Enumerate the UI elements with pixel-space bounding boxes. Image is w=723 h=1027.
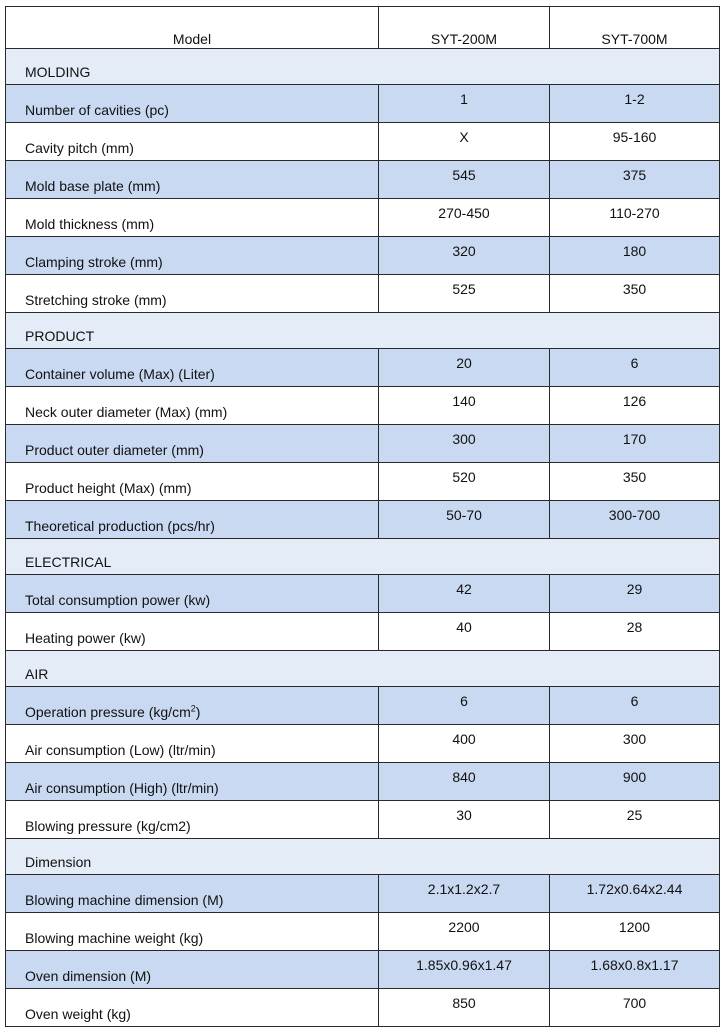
- table-row: [6, 349, 720, 387]
- spec-table: [5, 6, 720, 1027]
- value-syt-700m: 170: [550, 425, 720, 463]
- spec-table-body: [6, 7, 720, 1027]
- table-row: [6, 913, 720, 951]
- table-row: [6, 575, 720, 613]
- value-syt-200m: 1: [379, 85, 550, 123]
- section-row: [6, 839, 720, 875]
- value-syt-700m: 6: [550, 349, 720, 387]
- section-title: MOLDING: [6, 49, 720, 85]
- table-row: [6, 161, 720, 199]
- table-row: [6, 199, 720, 237]
- value-syt-700m: 900: [550, 763, 720, 801]
- value-syt-700m: 1-2: [550, 85, 720, 123]
- table-row: [6, 123, 720, 161]
- table-row: [6, 425, 720, 463]
- spec-label-tail: ): [195, 704, 201, 720]
- table-row: [6, 275, 720, 313]
- value-syt-700m: 1.68x0.8x1.17: [550, 951, 720, 989]
- spec-label: Heating power (kw): [6, 613, 379, 651]
- header-syt-200m: SYT-200M: [379, 7, 550, 49]
- value-syt-200m: 42: [379, 575, 550, 613]
- value-syt-700m: 350: [550, 463, 720, 501]
- value-syt-200m: 545: [379, 161, 550, 199]
- value-syt-200m: 6: [379, 687, 550, 725]
- spec-label: Neck outer diameter (Max) (mm): [6, 387, 379, 425]
- value-syt-200m: 20: [379, 349, 550, 387]
- table-row: [6, 951, 720, 989]
- value-syt-700m: 6: [550, 687, 720, 725]
- value-syt-700m: 25: [550, 801, 720, 839]
- section-row: [6, 49, 720, 85]
- value-syt-200m: 2200: [379, 913, 550, 951]
- spec-label: Mold thickness (mm): [6, 199, 379, 237]
- spec-label: Product outer diameter (mm): [6, 425, 379, 463]
- spec-label: Blowing pressure (kg/cm2): [6, 801, 379, 839]
- value-syt-200m: 520: [379, 463, 550, 501]
- value-syt-700m: 300-700: [550, 501, 720, 539]
- spec-label: Oven weight (kg): [6, 989, 379, 1027]
- table-row: [6, 725, 720, 763]
- value-syt-700m: 1.72x0.64x2.44: [550, 875, 720, 913]
- value-syt-200m: 300: [379, 425, 550, 463]
- table-row: [6, 875, 720, 913]
- spec-label-superscript: 2: [190, 703, 196, 714]
- spec-label: Air consumption (High) (ltr/min): [6, 763, 379, 801]
- value-syt-200m: 40: [379, 613, 550, 651]
- header-model: Model: [6, 7, 379, 49]
- table-row: [6, 501, 720, 539]
- spec-label: Theoretical production (pcs/hr): [6, 501, 379, 539]
- spec-label: Mold base plate (mm): [6, 161, 379, 199]
- value-syt-700m: 29: [550, 575, 720, 613]
- table-row: [6, 989, 720, 1027]
- value-syt-700m: 110-270: [550, 199, 720, 237]
- section-title: AIR: [6, 651, 720, 687]
- spec-label: Product height (Max) (mm): [6, 463, 379, 501]
- value-syt-200m: 140: [379, 387, 550, 425]
- value-syt-700m: 1200: [550, 913, 720, 951]
- value-syt-200m: 525: [379, 275, 550, 313]
- value-syt-200m: 400: [379, 725, 550, 763]
- spec-label: Oven dimension (M): [6, 951, 379, 989]
- value-syt-700m: 28: [550, 613, 720, 651]
- spec-label: Cavity pitch (mm): [6, 123, 379, 161]
- header-syt-700m: SYT-700M: [550, 7, 720, 49]
- table-row: [6, 613, 720, 651]
- spec-label: Total consumption power (kw): [6, 575, 379, 613]
- value-syt-700m: 300: [550, 725, 720, 763]
- section-title: Dimension: [6, 839, 720, 875]
- table-row: [6, 387, 720, 425]
- section-row: [6, 651, 720, 687]
- table-row: [6, 463, 720, 501]
- value-syt-200m: X: [379, 123, 550, 161]
- value-syt-700m: 700: [550, 989, 720, 1027]
- spec-label: Clamping stroke (mm): [6, 237, 379, 275]
- spec-label: Blowing machine dimension (M): [6, 875, 379, 913]
- spec-label: Number of cavities (pc): [6, 85, 379, 123]
- table-row: [6, 85, 720, 123]
- spec-label: Container volume (Max) (Liter): [6, 349, 379, 387]
- spec-label: [6, 687, 379, 725]
- value-syt-200m: 30: [379, 801, 550, 839]
- value-syt-700m: 350: [550, 275, 720, 313]
- spec-label-text: Operation pressure (kg/cm: [25, 704, 191, 720]
- section-title: PRODUCT: [6, 313, 720, 349]
- value-syt-200m: 1.85x0.96x1.47: [379, 951, 550, 989]
- section-row: [6, 539, 720, 575]
- value-syt-200m: 2.1x1.2x2.7: [379, 875, 550, 913]
- value-syt-200m: 850: [379, 989, 550, 1027]
- table-row: [6, 237, 720, 275]
- spec-label: Stretching stroke (mm): [6, 275, 379, 313]
- value-syt-700m: 126: [550, 387, 720, 425]
- table-row: [6, 763, 720, 801]
- header-row: [6, 7, 720, 49]
- value-syt-200m: 50-70: [379, 501, 550, 539]
- value-syt-200m: 320: [379, 237, 550, 275]
- section-title: ELECTRICAL: [6, 539, 720, 575]
- value-syt-200m: 840: [379, 763, 550, 801]
- spec-label: Air consumption (Low) (ltr/min): [6, 725, 379, 763]
- value-syt-200m: 270-450: [379, 199, 550, 237]
- spec-label: Blowing machine weight (kg): [6, 913, 379, 951]
- section-row: [6, 313, 720, 349]
- table-row: [6, 801, 720, 839]
- table-row: [6, 687, 720, 725]
- value-syt-700m: 95-160: [550, 123, 720, 161]
- value-syt-700m: 375: [550, 161, 720, 199]
- value-syt-700m: 180: [550, 237, 720, 275]
